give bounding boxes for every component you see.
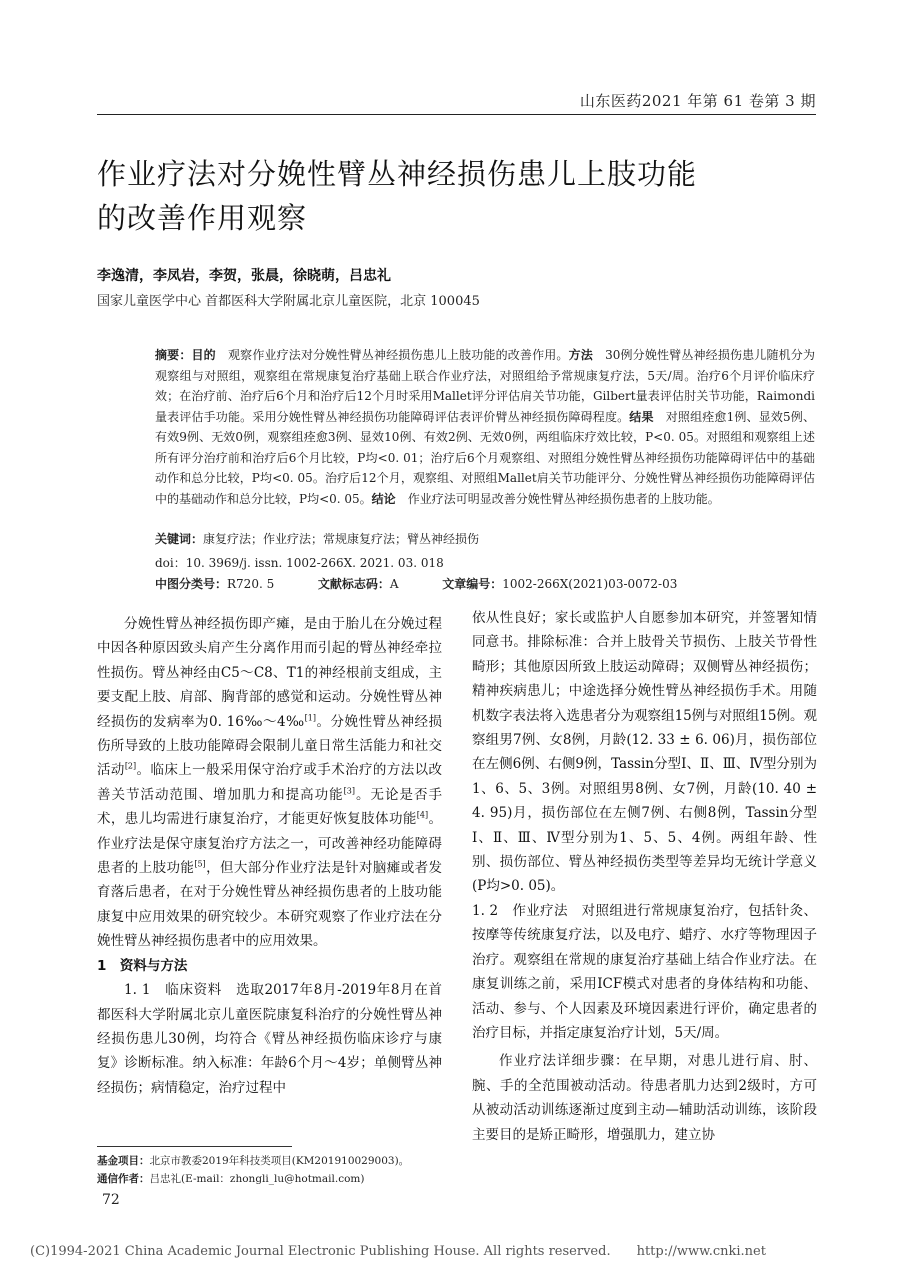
abstract-result: 对照组痊愈1例、显效5例、有效9例、无效0例，观察组痊愈3例、显效10例、有效2例、无效0例，两组临床疗效比较，P<0. 05。对照组和观察组上述所有评分治疗前和治疗后6个月比较，P均<0. 01；治疗后6个月观察组、对照组分娩性臂丛神经损伤功能障碍评估中的基础动作和总分比较，P均<0. 05。治疗后12个月，观察组、对照组Mallet肩关节功能评分、分娩性臂丛神经损伤功能障碍评估中的基础动作和总分比较，P均<0. 05。 — [155, 409, 815, 506]
doi-line — [155, 554, 444, 571]
criteria-paragraph: 依从性良好；家长或监护人自愿参加本研究，并签署知情同意书。排除标准：合并上肢骨关节损伤、上肢关节骨性畸形；其他原因所致上肢运动障碍；双侧臂丛神经损伤；精神疾病患儿；中途选择分娩性臂丛神经损伤手术。用随机数字表法将入选患者分为观察组15例与对照组15例。观察组男7例、女8例，月龄(12. 33 ± 6. 06)月，损伤部位在左侧6例、右侧9例，Tassin分型Ⅰ、Ⅱ、Ⅲ、Ⅳ型分别为1、6、5、3例。对照组男8例、女7例，月龄(10. 40 ± 4. 95)月，损伤部位在左侧7例、右侧8例，Tassin分型Ⅰ、Ⅱ、Ⅲ、Ⅳ型分别为1、5、5、4例。两组年龄、性别、损伤部位、臂丛神经损伤类型等差异均无统计学意义(P均>0. 05)。 — [472, 610, 817, 895]
fund-text: 北京市教委2019年科技类项目(KM201910029003)。 — [149, 1155, 410, 1167]
subsection-1-1 — [97, 978, 442, 1100]
abstract-purpose: 观察作业疗法对分娩性臂丛神经损伤患儿上肢功能的改善作用。 — [215, 348, 569, 362]
subsection-1-1-text: 选取2017年8月-2019年8月在首都医科大学附属北京儿童医院康复科治疗的分娩性臂丛神经损伤患儿30例，均符合《臂丛神经损伤临床诊疗与康复》诊断标准。纳入标准：年龄6个月～4岁；单侧臂丛神经损伤；病情稳定，治疗过程中 — [97, 982, 443, 1096]
title-line-1: 作业疗法对分娩性臂丛神经损伤患儿上肢功能 — [97, 157, 698, 191]
subsection-1-2-text: 对照组进行常规康复治疗，包括针灸、按摩等传统康复疗法，以及电疗、蜡疗、水疗等物理因子治疗。观察组在常规的康复治疗基础上结合作业疗法。在康复训练之前，采用ICF模式对患者的身体结构和功能、活动、参与、个人因素及环境因素进行评价，确定患者的治疗目标，并指定康复治疗计划，5天/周。 — [472, 902, 817, 1041]
citation-2: [2] — [124, 761, 137, 771]
clc: R720. 5 — [227, 577, 275, 591]
classification-line — [155, 575, 677, 592]
corresponding-label: 通信作者： — [97, 1173, 150, 1185]
ot-steps-paragraph: 作业疗法详细步骤：在早期，对患儿进行肩、肘、腕、手的全范围被动活动。待患者肌力达到2级时，方可从被动活动训练逐渐过度到主动—辅助活动训练，该阶段主要目的是矫正畸形，增强肌力，建立协 — [472, 1053, 817, 1143]
keywords-label: 关键词： — [155, 532, 204, 546]
abstract-conclusion-label: 结论 — [371, 491, 396, 506]
intro-text-1: 分娩性臂丛神经损伤即产瘫，是由于胎儿在分娩过程中因各种原因致头肩产生分离作用而引起的臂丛神经牵拉性损伤。臂丛神经由C5～C8、T1的神经根前支组成，主要支配上肢、肩部、胸背部的感觉和运动。分娩性臂丛神经损伤的发病率为0. 16‰～4‰ — [97, 616, 442, 730]
fund-footnote — [97, 1153, 477, 1168]
intro-text-3: 。临床上一般采用保守治疗或手术治疗的方法以改善关节活动范围、增加肌力和提高功能 — [97, 762, 443, 803]
section-1-heading: 1 资料与方法 — [97, 957, 188, 974]
body-left-column — [97, 612, 442, 1100]
title-line-2: 的改善作用观察 — [97, 201, 308, 235]
affiliation: 国家儿童医学中心 首都医科大学附属北京儿童医院，北京 100045 — [97, 294, 480, 309]
subsection-1-2 — [472, 899, 817, 1045]
abstract-result-label: 结果 — [629, 409, 654, 424]
page-number: 72 — [102, 1192, 120, 1208]
keywords: 康复疗法；作业疗法；常规康复疗法；臂丛神经损伤 — [203, 532, 480, 546]
articleno-label: 文章编号： — [442, 577, 503, 591]
intro-text-4: 。无论是否手术，患儿均需进行康复治疗，才能更好恢复肢体功能 — [97, 786, 443, 828]
author-list: 李逸清，李凤岩，李贺，张晨，徐晓萌，吕忠礼 — [97, 268, 391, 284]
journal-header: 山东医药2021 年第 61 卷第 3 期 — [579, 92, 816, 110]
citation-5: [5] — [194, 859, 206, 869]
subsection-1-1-label: 1. 1 临床资料 — [124, 982, 222, 999]
keywords-line — [155, 530, 479, 547]
body-right-column — [472, 606, 817, 1147]
header-rule — [97, 114, 816, 115]
article-title — [97, 152, 797, 240]
subsection-1-2-label: 1. 2 作业疗法 — [472, 902, 568, 919]
doi-label: doi： — [155, 556, 186, 570]
corresponding-footnote — [97, 1171, 477, 1186]
intro-paragraph — [97, 612, 442, 954]
abstract-conclusion: 作业疗法可明显改善分娩性臂丛神经损伤患者的上肢功能。 — [395, 491, 720, 506]
intro-text-5: 。作业疗法是保守康复治疗方法之一，可改善神经功能障碍患者的上肢功能 — [97, 811, 443, 877]
doccode: A — [389, 577, 399, 591]
fund-label: 基金项目： — [97, 1155, 150, 1167]
citation-3: [3] — [343, 786, 355, 796]
articleno: 1002-266X(2021)03-0072-03 — [502, 577, 678, 591]
intro-text-2: 。分娩性臂丛神经损伤所导致的上肢功能障碍会限制儿童日常生活能力和社交活动 — [97, 713, 443, 779]
intro-text-6: ，但大部分作业疗法是针对脑瘫或者发育落后患者，在对于分娩性臂丛神经损伤患者的上肢功能康复中应用效果的研究较少。本研究观察了作业疗法在分娩性臂丛神经损伤患者中的应用效果。 — [97, 860, 443, 950]
footnote-rule — [97, 1146, 292, 1147]
doccode-label: 文献标志码： — [317, 577, 390, 591]
abstract-purpose-label: 摘要：目的 — [155, 348, 216, 362]
corresponding-text: 吕忠礼(E-mail：zhongli_lu@hotmail.com) — [149, 1173, 365, 1185]
doi: 10. 3969/j. issn. 1002-266X. 2021. 03. 018 — [185, 556, 444, 570]
citation-1: [1] — [304, 713, 317, 723]
clc-label: 中图分类号： — [155, 577, 228, 591]
copyright-watermark: (C)1994-2021 China Academic Journal Electronic Publishing House. All rights reserved. http://www.cnki.net — [30, 1244, 766, 1259]
abstract-method: 30例分娩性臂丛神经损伤患儿随机分为观察组与对照组，观察组在常规康复治疗基础上联合作业疗法，对照组给予常规康复疗法，5天/周。治疗6个月评价临床疗效；在治疗前、治疗后6个月和治疗后12个月时采用Mallet评分评估肩关节功能，Gilbert量表评估肘关节功能，Raimondi量表评估手功能。采用分娩性臂丛神经损伤功能障碍评估表评价臂丛神经损伤障碍程度。 — [155, 348, 815, 424]
abstract — [155, 345, 815, 509]
citation-4: [4] — [416, 810, 429, 820]
abstract-method-label: 方法 — [568, 348, 593, 362]
